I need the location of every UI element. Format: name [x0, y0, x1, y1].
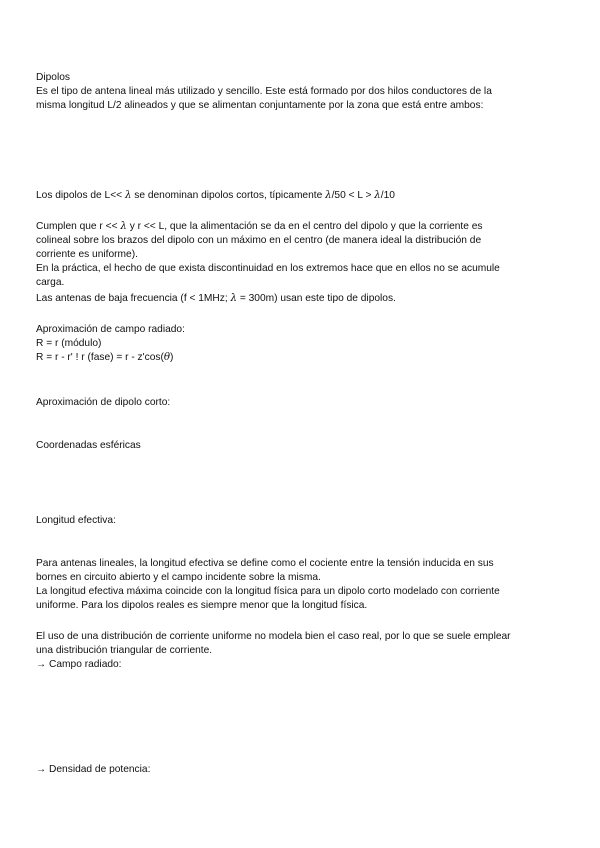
- approx-field-line2-a: R = r - r' ! r (fase) = r - z'cos(: [36, 352, 164, 363]
- intro-line-1: Es el tipo de antena lineal más utilizado y sencillo. Este está formado por dos hilos conductores de la: [36, 86, 492, 97]
- short-dipole-suffix: /10: [380, 190, 395, 201]
- lambda-symbol: λ: [374, 190, 381, 201]
- effective-length-title: Longitud efectiva:: [36, 515, 116, 526]
- conditions-line-2: colineal sobre los brazos del dipolo con un máximo en el centro (de manera ideal la distribución de: [36, 235, 482, 246]
- lambda-symbol: λ: [230, 293, 238, 304]
- short-dipole-prefix: Los dipolos de L<<: [36, 190, 123, 201]
- triangular-line-1: El uso de una distribución de corriente uniforme no modela bien el caso real, por lo que se suele emplear: [36, 631, 511, 642]
- power-density-label: Densidad de potencia:: [49, 764, 151, 775]
- effective-length-line-1: Para antenas lineales, la longitud efectiva se define como el cociente entre la tensión inducida en sus: [36, 558, 494, 569]
- conditions-line1-a: Cumplen que r <<: [36, 221, 118, 232]
- approx-short-dipole: Aproximación de dipolo corto:: [36, 397, 171, 408]
- lambda-symbol: λ: [325, 190, 332, 201]
- short-dipole-middle: se denominan dipolos cortos, típicamente: [131, 190, 323, 201]
- low-frequency-line: [36, 293, 396, 305]
- effective-length-line-2: bornes en circuito abierto y el campo incidente sobre la misma.: [36, 572, 321, 583]
- radiated-field-line: [36, 659, 122, 671]
- lowfreq-b: = 300m) usan este tipo de dipolos.: [239, 293, 396, 304]
- short-dipole-line: [36, 190, 395, 202]
- conditions-line-1: [36, 221, 483, 233]
- power-density-line: [36, 764, 150, 776]
- spherical-coordinates: Coordenadas esféricas: [36, 440, 141, 451]
- approx-field-line-1: R = r (módulo): [36, 338, 102, 349]
- triangular-line-2: una distribución triangular de corriente.: [36, 645, 213, 656]
- effective-length-line-3: La longitud efectiva máxima coincide con la longitud física para un dipolo corto modelado con corriente: [36, 586, 500, 597]
- approx-field-title: Aproximación de campo radiado:: [36, 324, 185, 335]
- radiated-field-label: Campo radiado:: [49, 659, 122, 670]
- right-arrow-icon: →: [36, 764, 47, 775]
- right-arrow-icon: →: [36, 659, 47, 670]
- effective-length-line-4: uniforme. Para los dipolos reales es siempre menor que la longitud física.: [36, 600, 368, 611]
- conditions-line-5: carga.: [36, 277, 65, 288]
- lambda-symbol: λ: [124, 190, 132, 201]
- approx-field-line2-b: ): [170, 352, 174, 363]
- short-dipole-middle2: /50 < L >: [331, 190, 372, 201]
- theta-symbol: θ: [163, 352, 170, 363]
- conditions-line-3: corriente es uniforme).: [36, 249, 138, 260]
- heading-dipolos: Dipolos: [36, 72, 70, 83]
- conditions-line-4: En la práctica, el hecho de que exista discontinuidad en los extremos hace que en ellos no se acumule: [36, 263, 500, 274]
- lambda-symbol: λ: [120, 221, 127, 232]
- lowfreq-a: Las antenas de baja frecuencia (f < 1MHz;: [36, 293, 228, 304]
- approx-field-line-2: [36, 352, 173, 364]
- intro-line-2: misma longitud L/2 alineados y que se alimentan conjuntamente por la zona que está entre ambos:: [36, 100, 484, 111]
- conditions-line1-b: y r << L, que la alimentación se da en el centro del dipolo y que la corriente es: [126, 221, 483, 232]
